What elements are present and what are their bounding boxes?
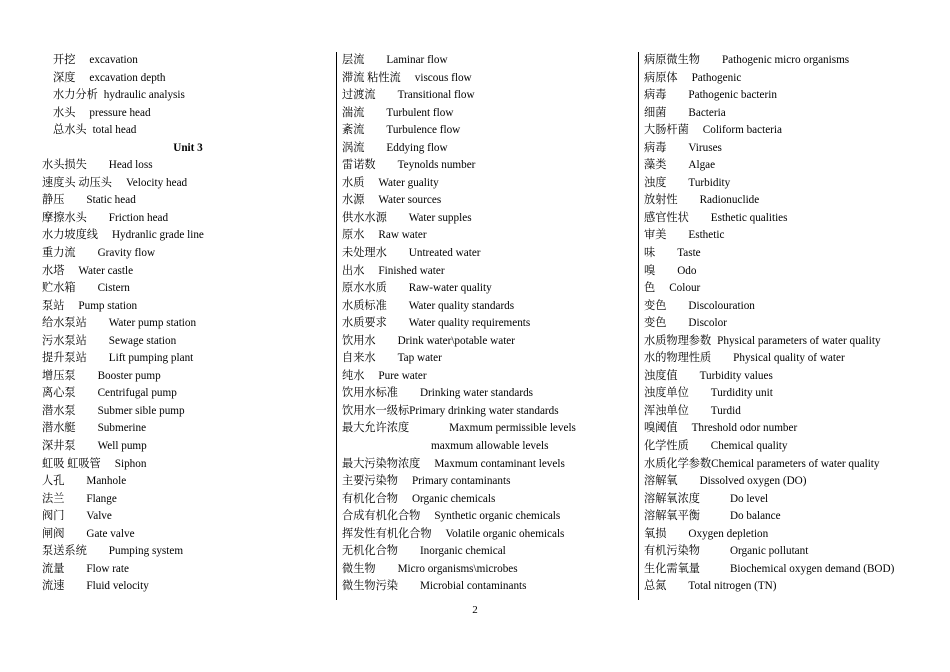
glossary-entry	[42, 70, 334, 88]
term-chinese: 细菌	[644, 106, 667, 119]
term-english: pressure head	[89, 106, 151, 119]
glossary-entry	[644, 561, 946, 579]
term-chinese: 水头	[53, 106, 76, 119]
glossary-entry	[644, 333, 946, 351]
term-chinese: 饮用水标准	[342, 387, 398, 400]
glossary-entry	[644, 280, 946, 298]
term-chinese: 人孔	[42, 475, 65, 488]
term-chinese: 泵站	[42, 299, 65, 312]
term-english: Velocity head	[125, 176, 188, 189]
term-chinese: 生化需氧量	[644, 562, 700, 575]
glossary-entry	[42, 526, 334, 544]
term-english: Taste	[677, 247, 701, 260]
glossary-entry	[42, 263, 334, 281]
term-english: Laminar flow	[386, 54, 448, 66]
term-chinese: 水的物理性质	[644, 352, 712, 365]
glossary-entry	[644, 122, 946, 140]
term-english: Pumping system	[108, 545, 184, 558]
term-chinese: 贮水箱	[42, 282, 76, 295]
term-chinese: 感官性状	[644, 211, 689, 224]
glossary-entry	[644, 350, 946, 368]
page-number: 2	[472, 604, 478, 616]
glossary-entry	[342, 385, 638, 403]
term-chinese: 溶解氧	[644, 475, 678, 488]
term-chinese: 变色	[644, 299, 667, 312]
term-chinese: 微生物污染	[342, 580, 398, 593]
term-chinese: 水质要求	[342, 317, 387, 330]
term-english: Radionuclide	[699, 194, 760, 207]
term-chinese: 病毒	[644, 89, 667, 102]
term-english: Microbial contaminants	[419, 580, 527, 593]
term-chinese: 病原微生物	[644, 54, 700, 66]
glossary-entry	[342, 508, 638, 526]
term-english: Turbulent flow	[386, 106, 454, 119]
glossary-entry	[342, 473, 638, 491]
term-english: Friction head	[108, 211, 169, 224]
term-english: hydraulic analysis	[103, 89, 185, 102]
term-english: Colour	[669, 282, 701, 295]
glossary-entry	[42, 122, 334, 140]
term-english: maxmum allowable levels	[431, 440, 549, 453]
term-english: Pathogenic bacterin	[688, 89, 777, 102]
glossary-entry	[644, 315, 946, 333]
term-english: Tap water	[397, 352, 442, 365]
glossary-entry	[42, 175, 334, 193]
term-chinese: 泵送系统	[42, 545, 87, 558]
glossary-entry	[42, 508, 334, 526]
glossary-entry	[644, 87, 946, 105]
term-chinese: 湍流	[342, 106, 365, 119]
glossary-entry	[42, 298, 334, 316]
term-chinese: 紊流	[342, 124, 365, 137]
term-english: Chemical quality	[710, 440, 788, 453]
term-chinese: 水质物理参数	[644, 334, 712, 347]
term-english: Siphon	[114, 457, 147, 470]
glossary-entry	[342, 105, 638, 123]
term-chinese: 水力坡度线	[42, 229, 98, 242]
glossary-entry	[644, 157, 946, 175]
glossary-entry	[644, 385, 946, 403]
glossary-entry	[42, 385, 334, 403]
term-chinese: 出水	[342, 264, 365, 277]
term-english: Turbidity values	[699, 369, 773, 382]
glossary-entry	[342, 333, 638, 351]
term-english: Water supples	[408, 211, 472, 224]
glossary-entry	[644, 491, 946, 509]
term-english: viscous flow	[414, 71, 472, 84]
glossary-entry	[42, 280, 334, 298]
glossary-entry	[644, 227, 946, 245]
glossary-entry	[342, 280, 638, 298]
glossary-entry	[42, 192, 334, 210]
term-chinese: 嗅阈值	[644, 422, 678, 435]
term-chinese: 水质化学参数	[644, 457, 712, 470]
glossary-entry	[644, 245, 946, 263]
column-divider-right	[638, 52, 639, 600]
term-english: Bacteria	[688, 106, 726, 119]
term-chinese: 潜水泵	[42, 404, 76, 417]
glossary-entry	[342, 175, 638, 193]
glossary-entry	[342, 491, 638, 509]
glossary-entry	[644, 578, 946, 596]
glossary-entry	[42, 350, 334, 368]
term-english: Water sources	[378, 194, 442, 207]
glossary-entry	[42, 368, 334, 386]
term-english: Threshold odor number	[691, 422, 798, 435]
term-chinese: 涡流	[342, 141, 365, 154]
term-english: Centrifugal pump	[97, 387, 177, 400]
term-english: Sewage station	[108, 334, 177, 347]
term-english: Turbulence flow	[386, 124, 461, 137]
term-english: Eddying flow	[386, 141, 448, 154]
glossary-entry	[342, 456, 638, 474]
term-english: Head loss	[108, 159, 153, 172]
term-chinese: 未处理水	[342, 247, 387, 260]
term-english: Pathogenic micro organisms	[721, 54, 850, 66]
glossary-entry	[644, 192, 946, 210]
term-chinese: 原水	[342, 229, 365, 242]
glossary-column-2	[342, 52, 638, 596]
term-chinese: 主要污染物	[342, 475, 398, 488]
unit-heading: Unit 3	[173, 141, 203, 154]
glossary-column-1	[42, 52, 334, 596]
term-english: Synthetic organic chemicals	[434, 510, 561, 523]
term-english: Teynolds number	[397, 159, 476, 172]
glossary-entry	[42, 473, 334, 491]
term-chinese: 嗅	[644, 264, 656, 277]
term-chinese: 味	[644, 247, 656, 260]
term-chinese: 深度	[53, 71, 76, 84]
term-english: Flange	[86, 492, 117, 505]
term-english: Turdid	[710, 404, 741, 417]
term-chinese: 有机污染物	[644, 545, 700, 558]
term-chinese: 污水泵站	[42, 334, 87, 347]
term-english: Water quality standards	[408, 299, 515, 312]
term-chinese: 病毒	[644, 141, 667, 154]
term-chinese: 病原体	[644, 71, 678, 84]
term-english: Hydranlic grade line	[111, 229, 204, 242]
term-english: Physical parameters of water quality	[717, 334, 881, 347]
term-chinese: 藻类	[644, 159, 667, 172]
glossary-entry	[644, 70, 946, 88]
glossary-entry	[342, 438, 638, 456]
term-english: Lift pumping plant	[108, 352, 194, 365]
glossary-entry	[644, 298, 946, 316]
glossary-entry	[42, 105, 334, 123]
term-chinese: 饮用水一级标	[342, 404, 410, 417]
term-english: excavation depth	[89, 71, 166, 84]
glossary-entry	[42, 543, 334, 561]
term-english: Pathogenic	[691, 71, 742, 84]
glossary-entry	[42, 210, 334, 228]
term-chinese: 水质	[342, 176, 365, 189]
term-chinese: 氧损	[644, 527, 667, 540]
term-chinese: 色	[644, 282, 656, 295]
glossary-entry	[644, 403, 946, 421]
glossary-entry	[342, 578, 638, 596]
term-english: Submer sible pump	[97, 404, 185, 417]
term-english: Biochemical oxygen demand (BOD)	[729, 562, 895, 575]
glossary-entry	[644, 263, 946, 281]
glossary-entry	[644, 526, 946, 544]
term-chinese: 纯水	[342, 369, 365, 382]
glossary-entry	[342, 526, 638, 544]
term-chinese: 深井泵	[42, 440, 76, 453]
glossary-entry	[342, 122, 638, 140]
glossary-entry	[644, 105, 946, 123]
term-english: Well pump	[97, 440, 147, 453]
term-english: Algae	[688, 159, 716, 172]
term-chinese: 流量	[42, 562, 65, 575]
term-english: Pump station	[78, 299, 138, 312]
term-english: Turdidity unit	[710, 387, 773, 400]
glossary-entry	[42, 157, 334, 175]
term-chinese: 浊度	[644, 176, 667, 189]
term-english: Primary drinking water standards	[409, 404, 559, 417]
term-chinese: 速度头 动压头	[42, 176, 112, 189]
term-chinese: 水力分析	[53, 89, 98, 102]
term-english: total head	[92, 124, 137, 137]
column-divider-left	[336, 52, 337, 600]
term-english: Esthetic qualities	[710, 211, 788, 224]
term-english: Discolor	[688, 317, 727, 330]
term-chinese: 提升泵站	[42, 352, 87, 365]
term-english: Gate valve	[86, 527, 135, 540]
term-chinese: 过渡流	[342, 89, 376, 102]
term-chinese: 雷诺数	[342, 159, 376, 172]
term-chinese: 总氮	[644, 580, 667, 593]
term-english: Valve	[86, 510, 112, 523]
glossary-entry	[342, 70, 638, 88]
glossary-entry	[42, 315, 334, 333]
term-chinese: 无机化合物	[342, 545, 398, 558]
term-english: Fluid velocity	[86, 580, 149, 593]
term-chinese: 阀门	[42, 510, 65, 523]
glossary-entry	[42, 438, 334, 456]
term-english: Maxmum contaminant levels	[434, 457, 565, 470]
term-chinese: 滞流 粘性流	[342, 71, 401, 84]
glossary-entry	[342, 263, 638, 281]
glossary-entry	[42, 403, 334, 421]
glossary-entry	[644, 368, 946, 386]
term-english: Raw water	[378, 229, 427, 242]
term-english: Cistern	[97, 282, 130, 295]
term-chinese: 离心泵	[42, 387, 76, 400]
term-chinese: 溶解氧平衡	[644, 510, 700, 523]
term-chinese: 有机化合物	[342, 492, 398, 505]
term-english: Maxmum permissible levels	[449, 422, 576, 435]
term-english: Untreated water	[408, 247, 481, 260]
term-english: Pure water	[378, 369, 427, 382]
glossary-entry	[42, 333, 334, 351]
glossary-entry	[42, 491, 334, 509]
glossary-entry	[42, 87, 334, 105]
glossary-entry	[644, 456, 946, 474]
glossary-entry	[644, 508, 946, 526]
term-chinese: 化学性质	[644, 440, 689, 453]
glossary-entry	[342, 210, 638, 228]
glossary-entry	[342, 368, 638, 386]
glossary-entry	[342, 52, 638, 70]
term-chinese: 流速	[42, 580, 65, 593]
term-chinese: 水质标准	[342, 299, 387, 312]
glossary-entry	[644, 473, 946, 491]
glossary-entry	[644, 438, 946, 456]
term-english: Discolouration	[688, 299, 755, 312]
glossary-entry	[342, 157, 638, 175]
glossary-entry	[342, 403, 638, 421]
term-chinese: 浑浊单位	[644, 404, 689, 417]
term-english: Flow rate	[86, 562, 129, 575]
term-english: Do balance	[729, 510, 781, 523]
term-chinese: 增压泵	[42, 369, 76, 382]
glossary-entry	[342, 140, 638, 158]
term-chinese: 挥发性有机化合物	[342, 527, 432, 540]
glossary-entry	[42, 561, 334, 579]
term-english: Turbidity	[688, 176, 731, 189]
term-english: Booster pump	[97, 369, 161, 382]
glossary-entry	[42, 245, 334, 263]
term-chinese: 层流	[342, 54, 365, 66]
term-chinese: 开挖	[53, 54, 76, 66]
term-chinese: 静压	[42, 194, 65, 207]
term-chinese: 微生物	[342, 562, 376, 575]
term-english: Inorganic chemical	[419, 545, 506, 558]
term-chinese: 原水水质	[342, 282, 387, 295]
glossary-entry	[342, 561, 638, 579]
term-english: Odo	[677, 264, 697, 277]
term-english: Gravity flow	[97, 247, 156, 260]
term-chinese: 饮用水	[342, 334, 376, 347]
term-english: Drink water\potable water	[397, 334, 515, 347]
term-chinese: 合成有机化合物	[342, 510, 421, 523]
glossary-entry	[342, 192, 638, 210]
term-chinese: 放射性	[644, 194, 678, 207]
term-chinese: 重力流	[42, 247, 76, 260]
term-english: Do level	[729, 492, 769, 505]
term-chinese: 总水头	[53, 124, 87, 137]
glossary-entry	[644, 210, 946, 228]
glossary-entry	[342, 315, 638, 333]
term-english: Static head	[86, 194, 136, 207]
term-english: Transitional flow	[397, 89, 475, 102]
term-chinese: 水塔	[42, 264, 65, 277]
term-english: Organic pollutant	[729, 545, 809, 558]
term-chinese: 水头损失	[42, 159, 87, 172]
term-english: Raw-water quality	[408, 282, 492, 295]
term-english: Water guality	[378, 176, 439, 189]
glossary-entry	[342, 420, 638, 438]
term-chinese: 溶解氧浓度	[644, 492, 700, 505]
term-chinese: 给水泵站	[42, 317, 87, 330]
term-english: Dissolved oxygen (DO)	[699, 475, 807, 488]
glossary-entry	[342, 543, 638, 561]
glossary-entry	[342, 87, 638, 105]
term-english: Manhole	[86, 475, 127, 488]
term-chinese: 最大允许浓度	[342, 422, 410, 435]
term-chinese: 审美	[644, 229, 667, 242]
term-chinese: 供水水源	[342, 211, 387, 224]
term-english: Esthetic	[688, 229, 725, 242]
term-english: Finished water	[378, 264, 445, 277]
term-english: Viruses	[688, 141, 722, 154]
glossary-entry	[644, 175, 946, 193]
glossary-entry	[644, 52, 946, 70]
glossary-column-3	[644, 52, 946, 596]
term-english: Chemical parameters of water quality	[711, 457, 880, 470]
term-english: Primary contaminants	[411, 475, 511, 488]
glossary-entry	[42, 578, 334, 596]
term-english: Organic chemicals	[411, 492, 496, 505]
term-english: Physical quality of water	[733, 352, 845, 365]
term-chinese: 虹吸 虹吸管	[42, 457, 101, 470]
term-english: Submerine	[97, 422, 147, 435]
term-english: Oxygen depletion	[688, 527, 769, 540]
term-chinese: 水源	[342, 194, 365, 207]
glossary-entry	[342, 245, 638, 263]
term-english: Coliform bacteria	[702, 124, 782, 137]
term-chinese: 浊度值	[644, 369, 678, 382]
glossary-entry	[342, 350, 638, 368]
term-english: Drinking water standards	[419, 387, 534, 400]
term-english: excavation	[89, 54, 138, 66]
term-chinese: 浊度单位	[644, 387, 689, 400]
term-chinese: 潜水艇	[42, 422, 76, 435]
term-english: Water castle	[78, 264, 134, 277]
glossary-entry	[644, 543, 946, 561]
term-english: Water quality requirements	[408, 317, 531, 330]
term-chinese: 法兰	[42, 492, 65, 505]
glossary-entry	[342, 298, 638, 316]
term-english: Volatile organic ohemicals	[445, 527, 565, 540]
term-chinese: 摩擦水头	[42, 211, 87, 224]
term-english: Water pump station	[108, 317, 197, 330]
glossary-entry	[42, 227, 334, 245]
glossary-entry	[42, 52, 334, 70]
term-chinese: 自来水	[342, 352, 376, 365]
term-chinese: 变色	[644, 317, 667, 330]
glossary-entry	[42, 456, 334, 474]
glossary-entry	[644, 420, 946, 438]
term-chinese: 闸阀	[42, 527, 65, 540]
term-chinese: 最大污染物浓度	[342, 457, 421, 470]
glossary-entry	[644, 140, 946, 158]
term-chinese: 大肠杆菌	[644, 124, 689, 137]
term-english: Total nitrogen (TN)	[688, 580, 777, 593]
term-english: Micro organisms\microbes	[397, 562, 518, 575]
glossary-entry	[342, 227, 638, 245]
glossary-entry	[42, 420, 334, 438]
